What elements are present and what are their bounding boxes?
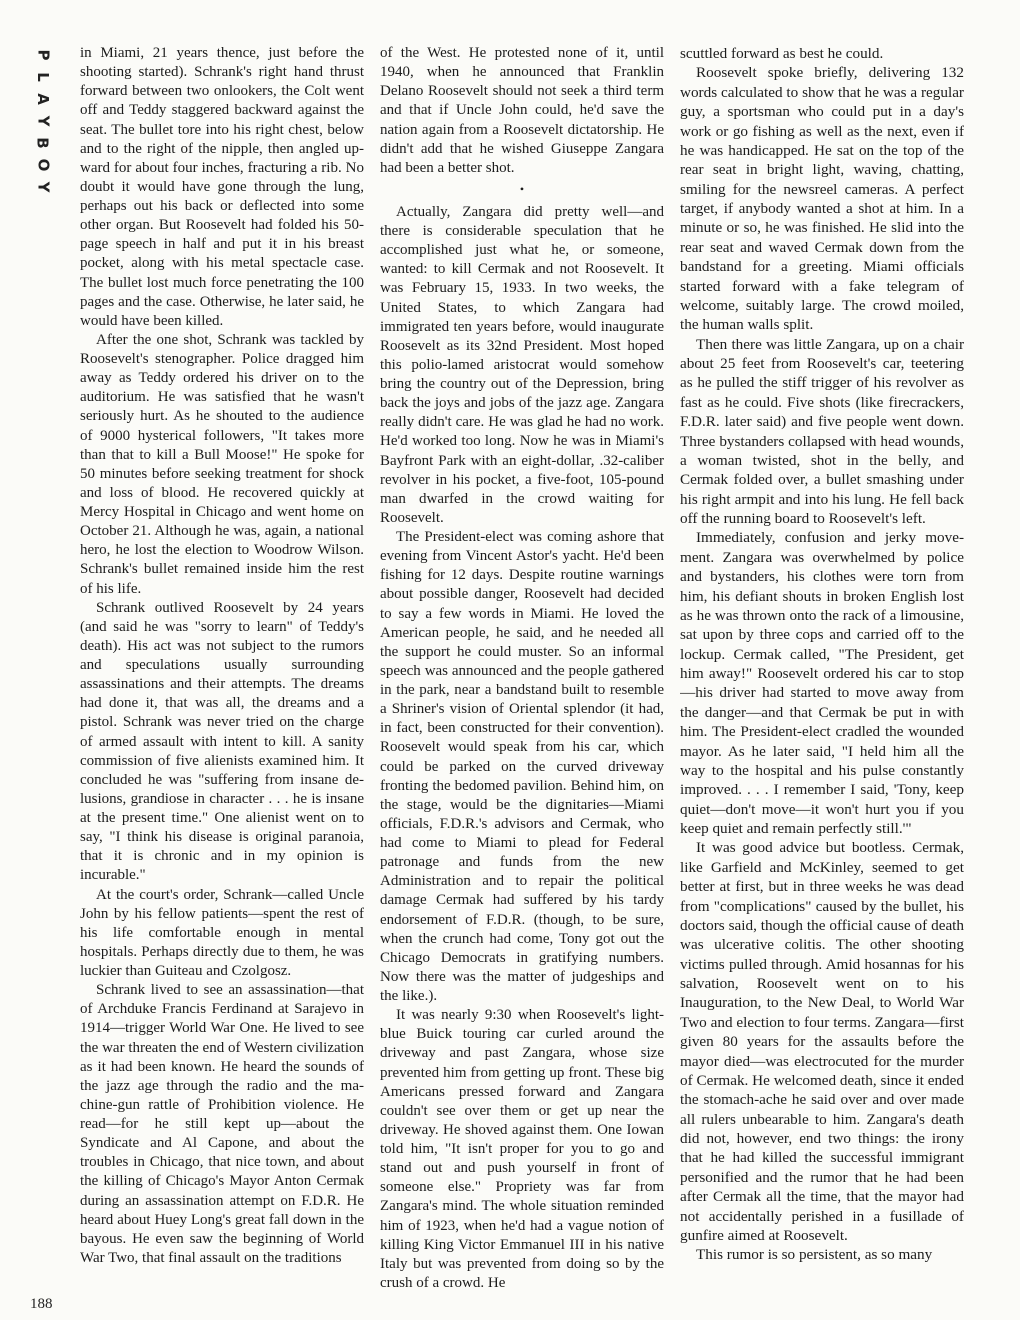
- article-paragraph: scuttled forward as best he could.: [680, 45, 884, 62]
- article-paragraph: Schrank outlived Roosevelt by 24 years (and said he was "sorry to learn" of Teddy's death). His act was not subject to the rumors and speculations usually surrounding assassinations and their attempts. The dreams had done it, that was all, the dreams and a pistol. Schrank was never tried on the charge of armed assault with intent to kill. A sanity commission of five alienists examined him. It concluded he was "suffering from insane delusions, grandiose in character . . . he is insane at the present time." One alienist went on to say, "I think his disease is original paranoia, that it is chronic and in my opinion is incurable.": [80, 599, 364, 884]
- article-paragraph: in Miami, 21 years thence, just before the shooting started). Schrank's right hand thrust forward between two onlookers, the Colt went off and Teddy staggered backward against the seat. The bullet tore into his right chest, below and to the right of the nipple, then angled upward for about four inches, fracturing a rib. No doubt it would have gone through the lung, perhaps out his back or deflected into some other organ. But Roosevelt had folded his 50-page speech in half and put it in his breast pocket, along with his metal spectacle case. The bullet lost much force penetrating the 100 pages and the case. Otherwise, he later said, he would have been killed.: [80, 45, 364, 329]
- magazine-vertical-logo: [30, 44, 56, 198]
- logo-letter: A: [33, 93, 52, 105]
- section-separator-bullet: •: [519, 181, 525, 196]
- article-paragraph: It was nearly 9:30 when Roosevelt's light-blue Buick touring car curled around the driveway and past Zangara, whose size prevented him from getting up front. These big Americans pressed forward and Zangara couldn't see over them or get up near the driveway. He shoved against them. One Iowan told him, "It isn't proper for you to go and stand out and push yourself in front of someone else." Propriety was far from Zangara's mind. The whole situation reminded him of 1923, when he'd had a vague notion of killing King Victor Emmanuel III in his native Italy but was prevented from doing so by the crush of a crowd. He: [380, 1007, 664, 1291]
- logo-letter: L: [34, 72, 52, 82]
- article-column-1: [80, 44, 364, 1292]
- article-paragraph: At the court's order, Schrank—called Uncle John by his fellow patients—spent the rest of his life comfortable enough in mental hospitals. Perhaps directly due to them, he was luckier than Guiteau and Czolgosz.: [80, 886, 364, 979]
- article-paragraph: Immediately, confusion and jerky movement. Zangara was overwhelmed by police and bystanders, his clothes were torn from him, his defiant shouts in broken English lost as he was thrown onto the rack of a limousine, sat upon by three cops and carried off to the lockup. Cermak called, "The President, get him away!" Roosevelt ordered his car to stop—his driver had started to move away from the danger—and that Cermak be put in with him. The President-elect cradled the wounded mayor. As he later said, "I held him all the way to the hospital and his pulse constantly improved. . . . I remember I said, 'Tony, keep quiet—don't move—it won't hurt you if you keep quiet and remain perfectly still.'": [680, 529, 964, 837]
- logo-letter: Y: [34, 181, 52, 193]
- logo-letter: P: [34, 49, 52, 61]
- article-paragraph: Roosevelt spoke briefly, delivering 132 words calculated to show that he was a regular guy, a sportsman who could put in a day's work or go fishing as well as the next, even if he was handicapped. He sat on the top of the rear seat in bright light, waving, chatting, smiling for the newsreel cameras. A perfect target, if anybody wanted a shot at him. In a minute or so, he was finished. He slid into the rear seat and waved Cermak down from the bandstand for a greeting. Miami officials started forward with a fake telegram of welcome, suitably large. The crowd moiled, the human walls split.: [680, 64, 964, 334]
- article-paragraph: Then there was little Zangara, up on a chair about 25 feet from Roosevelt's car, teetering as he pulled the stiff trigger of his revolver as fast as he could. Five shots (like firecrackers, F.D.R. later said) and five people went down. Three bystanders collapsed with head wounds, a woman twisted, shot in the belly, and Cermak folded over, a bullet smashing under his right armpit and into his lung. He fell back off the running board to Roosevelt's left.: [680, 335, 964, 527]
- article-paragraph: Actually, Zangara did pretty well—and there is considerable speculation that he accomplished just what he, or someone, wanted: to kill Cermak and not Roosevelt. It was February 15, 1933. In two weeks, the United States, to which Zangara had immigrated ten years before, would inaugurate Roosevelt as its 32nd President. Most hoped this polio-lamed aristocrat would somehow bring the country out of the Depression, bring back the joys and jobs of the jazz age. Zangara really didn't care. He was glad he had no work. He'd worked too long. Now he was in Miami's Bayfront Park with an eight-dollar, .32-caliber revolver in his pocket, a five-foot, 105-pound man dwarfed in the crowd waiting for Roosevelt.: [380, 203, 664, 526]
- article-paragraph: This rumor is so persistent, as so many: [696, 1246, 933, 1264]
- article-column-3: [680, 44, 964, 1292]
- article-paragraph: After the one shot, Schrank was tackled by Roosevelt's stenographer. Police dragged him away as Teddy ordered his driver on to the auditorium. He was satisfied that he wasn't seriously hurt. As he shouted to the audience of 9000 hysterical followers, "It takes more than that to kill a Bull Moose!" He spoke for 50 minutes before seeking treatment for shock and loss of blood. He recovered quickly at Mercy Hospital in Chicago and went home on October 21. Although he was, again, a national hero, he lost the election to Woodrow Wilson. Schrank's bullet remained inside him the rest of his life.: [80, 331, 364, 597]
- page-number: 188: [30, 1296, 53, 1312]
- article-paragraph: of the West. He protested none of it, until 1940, when he announced that Franklin Delano Roosevelt should not seek a third term and that if Uncle John could, he'd save the nation again from a Roosevelt dictatorship. He didn't add that he wished Giuseppe Zangara had been a better shot.: [380, 45, 664, 176]
- logo-letter: Y: [34, 115, 52, 127]
- article-column-2: [380, 44, 664, 1292]
- logo-letter: O: [33, 158, 52, 172]
- article-paragraph: The President-elect was coming ashore that evening from Vincent Astor's yacht. He'd been fishing for 12 days. Despite routine warnings about possible danger, Roosevelt had decided to say a few words in Miami. He loved the American people, he said, and he needed all the support he could muster. So an informal speech was announced and the people gathered in the park, near a bandstand built to resemble a Shriner's vision of Oriental splendor (it had, in fact, been constructed for their convention). Roosevelt would speak from his car, which could be parked on the curved driveway fronting the bedomed pavilion. Behind him, on the stage, would be the dignitaries—Miami officials, F.D.R.'s advisors and Cermak, who had come to Miami to plead for Federal patronage and funds from the new Administration and to repair the political damage Cermak had suffered by his tardy endorsement of F.D.R. (though, to be sure, when the crunch had come, Tony got out the Chicago Democrats in gratifying numbers. Now there was the matter of judgeships and the like.).: [380, 529, 664, 1004]
- article-paragraph: Schrank lived to see an assassination—that of Archduke Francis Ferdinand at Sarajevo in 1914—trigger World War One. He lived to see the war threaten the end of Western civilization as it had been known. He heard the sounds of the jazz age through the radio and the machine-gun rattle of Prohibition violence. He read—for he still kept up—about the Syndicate and Al Capone, and about the troubles in Chicago, that nice town, and about the killing of Chicago's Mayor Anton Cermak during an assassination attempt on F.D.R. He heard about Huey Long's great fall down in the bayous. He even saw the beginning of World War Two, that final assault on the traditions: [80, 982, 364, 1266]
- article-paragraph: It was good advice but bootless. Cermak, like Garfield and McKinley, seemed to get better at first, but in three weeks he was dead from "complications" caused by the bullet, his doctors said, though the official cause of death was ulcerative colitis. The other shooting victims pulled through. Amid hosannas for his salvation, Roosevelt went on to his Inauguration, to the New Deal, to World War Two and election to four terms. Zangara—first given 80 years for the assaults before the mayor died—was electrocuted for the murder of Cermak. He welcomed death, since it ended the stomach-ache he said over and over made all rulers unbearable to him. Zangara's death did not, however, end two things: the irony that he had killed the successful immigrant personified and the rumor that he had been after Cermak all the time, that the mayor had not accidentally perished in a fusillade of gunfire aimed at Roosevelt.: [680, 839, 964, 1244]
- logo-letter: B: [34, 137, 52, 149]
